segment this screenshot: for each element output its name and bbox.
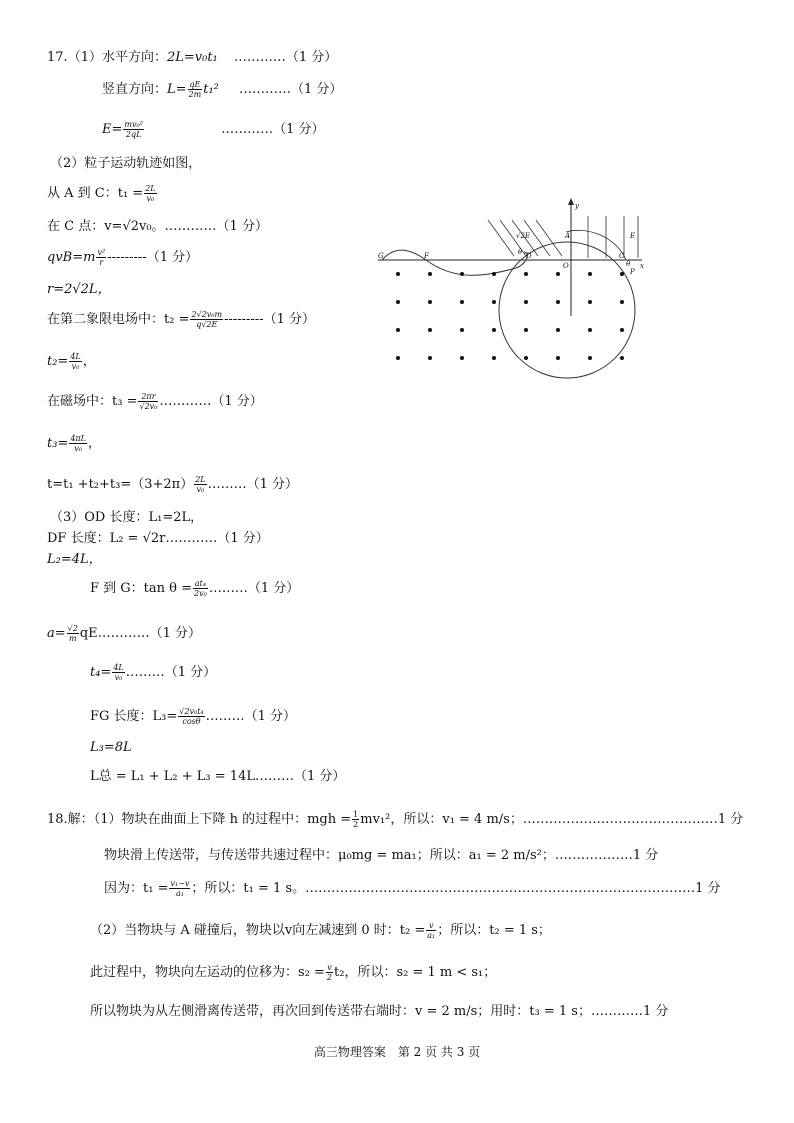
q17-text: ………（1 分）	[207, 477, 299, 492]
q18-text: mv₁²，所以：v₁ = 4 m/s；………………………………………1 分	[360, 812, 744, 827]
q17-line-Ltotal: L总 = L₁ + L₂ + L₃ = 14L………（1 分）	[90, 769, 346, 784]
label-A: A	[565, 232, 571, 240]
frac-den: v₀	[74, 444, 83, 453]
frac-num: v²	[97, 248, 106, 257]
q17-points-2: …………（1 分）	[239, 82, 343, 97]
q17-line-second-quadrant	[47, 310, 315, 330]
q17-text: ………（1 分）	[205, 709, 297, 724]
q18-line-5	[90, 963, 496, 983]
q17-line-L3: L₃=8L	[90, 740, 132, 755]
q17-frac-t2b	[69, 352, 81, 371]
q17-frac-qE-2m	[188, 80, 203, 99]
q18-frac-half	[352, 810, 359, 829]
label-O: O	[563, 262, 569, 270]
frac-den: v₀	[71, 362, 80, 371]
q17-eq-part: t₄=	[90, 665, 112, 680]
trajectory-diagram	[376, 196, 648, 386]
q18-text: 此过程中，物块向左运动的位移为：s₂ =	[90, 965, 325, 980]
q17-points-1: …………（1 分）	[233, 50, 338, 65]
q17-points-3: …………（1 分）	[221, 122, 325, 137]
label-P: P	[630, 268, 635, 276]
q17-frac-a	[67, 624, 79, 643]
q17-frac-t1	[144, 184, 156, 203]
q17-line-L2: L₂=4L，	[47, 552, 102, 567]
q18-label: 18.解：	[47, 812, 94, 827]
frac-den: r	[99, 258, 104, 267]
q17-line-DF: DF 长度：L₂ = √2r…………（1 分）	[47, 531, 269, 546]
q17-line-t3	[47, 434, 101, 454]
frac-num: 2√2v₀m	[191, 310, 223, 319]
label-G: G	[378, 252, 384, 260]
q17-vertical-heading: 竖直方向：	[102, 82, 168, 97]
q17-line-total-time	[47, 475, 298, 495]
frac-den: a₁	[427, 931, 436, 940]
frac-num: 2L	[145, 184, 156, 193]
q18-text: 因为：t₁ =	[104, 881, 169, 896]
frac-den: v₀	[146, 194, 155, 203]
q17-line-t2	[47, 352, 96, 372]
q17-line-FG-length	[90, 707, 296, 727]
y-axis-arrow	[568, 198, 574, 205]
q17-text: …………（1 分）	[159, 394, 263, 409]
q17-text: 在磁场中：t₃ =	[47, 394, 138, 409]
q17-line-t4	[90, 663, 216, 683]
q17-text: ---------（1 分）	[224, 312, 315, 327]
q17-frac-tan	[193, 579, 208, 598]
frac-den: 2	[326, 973, 333, 982]
q17-eq-part: t₂=	[47, 354, 69, 369]
q17-text: qE…………（1 分）	[79, 626, 202, 641]
frac-num: v	[327, 963, 332, 972]
frac-den: 2qL	[125, 130, 142, 139]
frac-den: cosθ	[182, 717, 201, 726]
q18-frac-s2	[326, 963, 333, 982]
q17-part3-OD: （3）OD 长度：L₁=2L，	[50, 510, 204, 525]
q17-text: 在第二象限电场中：t₂ =	[47, 312, 190, 327]
q17-frac-t4	[112, 663, 124, 682]
label-D: D	[526, 252, 532, 260]
frac-den: q√2E	[196, 320, 218, 329]
frac-num: √2v₀t₄	[179, 707, 204, 716]
trajectory-curve	[382, 250, 527, 275]
q17-text: ………（1 分）	[208, 581, 300, 596]
q18-frac-t2	[426, 921, 436, 940]
q17-eq-part: t₃=	[47, 436, 69, 451]
q17-text: F 到 G：tan θ =	[90, 581, 193, 596]
q17-text: ………（1 分）	[125, 665, 217, 680]
q18-text: ；所以：t₁ = 1 s。………………………………………………………………………………1 分	[191, 881, 721, 896]
q18-line-1	[47, 810, 743, 830]
q17-text: ，	[82, 354, 96, 369]
label-sqrt2E: √2E	[516, 232, 531, 240]
frac-num: 4L	[70, 352, 81, 361]
q17-line-AtoC	[47, 184, 158, 204]
frac-num: 1	[353, 810, 359, 819]
frac-den: a₁	[175, 889, 184, 898]
q17-eq-part: L=	[167, 82, 187, 97]
q17-text: ---------（1 分）	[107, 250, 199, 265]
q17-text: FG 长度：L₃=	[90, 709, 178, 724]
frac-num: at₄	[194, 579, 207, 588]
page-footer: 高三物理答案 第 2 页 共 3 页	[313, 1045, 481, 1059]
q18-text: （1）物块在曲面上下降 h 的过程中：mgh =	[93, 812, 352, 827]
frac-num: 2L	[195, 475, 206, 484]
q17-eq-horizontal: 2L=v₀t₁	[166, 50, 218, 65]
frac-den: √2v₀	[139, 402, 158, 411]
frac-den: v₀	[196, 485, 205, 494]
label-E: E	[630, 232, 636, 240]
frac-den: m	[68, 634, 77, 643]
q18-frac-t1	[169, 879, 190, 898]
label-theta-D: θ	[518, 248, 523, 256]
q17-eq-part: E=	[102, 122, 123, 137]
q18-text: ；所以：t₂ = 1 s；	[437, 923, 551, 938]
q18-line-6: 所以物块为从左侧滑离传送带，再次回到传送带右端时：v = 2 m/s；用时：t₃ = 1 s；…………1 分	[90, 1004, 669, 1019]
label-C: C	[619, 252, 625, 260]
q17-frac-t2	[190, 310, 223, 329]
q17-frac-tt	[194, 475, 206, 494]
q17-line-FtoG	[90, 579, 299, 599]
q17-line-qvB	[47, 248, 198, 268]
q17-frac-t3	[138, 392, 158, 411]
frac-den: v₀	[114, 673, 123, 682]
q17-line-3	[102, 120, 324, 140]
q17-eq-part: t₁²	[203, 82, 219, 97]
q17-text: ，	[88, 436, 102, 451]
q18-line-4	[90, 921, 551, 941]
frac-den: 2m	[188, 90, 202, 99]
frac-num: √2	[67, 624, 78, 633]
label-x: x	[640, 262, 644, 270]
frac-num: 4L	[113, 663, 124, 672]
label-y: y	[575, 202, 579, 210]
q17-text: t=t₁ +t₂+t₃=（3+2π）	[47, 477, 194, 492]
q18-line-3	[104, 879, 721, 899]
frac-num: mv₀²	[124, 120, 143, 129]
arc-A-to-C	[566, 230, 626, 260]
q17-line-atC: 在 C 点：v=√2v₀。…………（1 分）	[47, 219, 268, 234]
q17-line-r: r=2√2L，	[47, 282, 111, 297]
q17-frac-t3b	[69, 434, 87, 453]
q17-line-1	[47, 48, 337, 68]
frac-num: 2πr	[138, 392, 158, 402]
q17-label: 17.	[47, 50, 68, 65]
frac-num: v	[426, 921, 436, 931]
q17-text: 从 A 到 C：t₁ =	[47, 186, 144, 201]
q18-text: t₂，所以：s₂ = 1 m < s₁；	[334, 965, 497, 980]
frac-num: v₁−v	[170, 879, 190, 888]
q17-eq-part: a=	[47, 626, 66, 641]
q17-frac-E	[123, 120, 144, 139]
q17-line-a	[47, 624, 201, 644]
q17-part1-heading: （1）水平方向：	[67, 50, 167, 65]
q17-frac-L3	[178, 707, 204, 726]
q17-eq-part: qvB=m	[47, 250, 96, 265]
frac-num: 4πL	[70, 434, 86, 443]
label-theta-C: θ	[626, 260, 631, 268]
q17-frac-v2r	[96, 248, 106, 267]
frac-den: 2	[353, 820, 359, 829]
label-F: F	[424, 252, 429, 260]
q18-line-2: 物块滑上传送带，与传送带共速过程中：μ₀mg = ma₁；所以：a₁ = 2 m/s²；………………1 分	[104, 848, 659, 863]
q17-part2-heading: （2）粒子运动轨迹如图，	[50, 156, 202, 171]
frac-num: qE	[189, 80, 201, 89]
frac-den: 2v₀	[194, 589, 207, 598]
q18-text: （2）当物块与 A 碰撞后，物块以v向左减速到 0 时：t₂ =	[90, 923, 426, 938]
q17-line-magnetic	[47, 392, 263, 412]
q17-line-2	[102, 80, 342, 100]
